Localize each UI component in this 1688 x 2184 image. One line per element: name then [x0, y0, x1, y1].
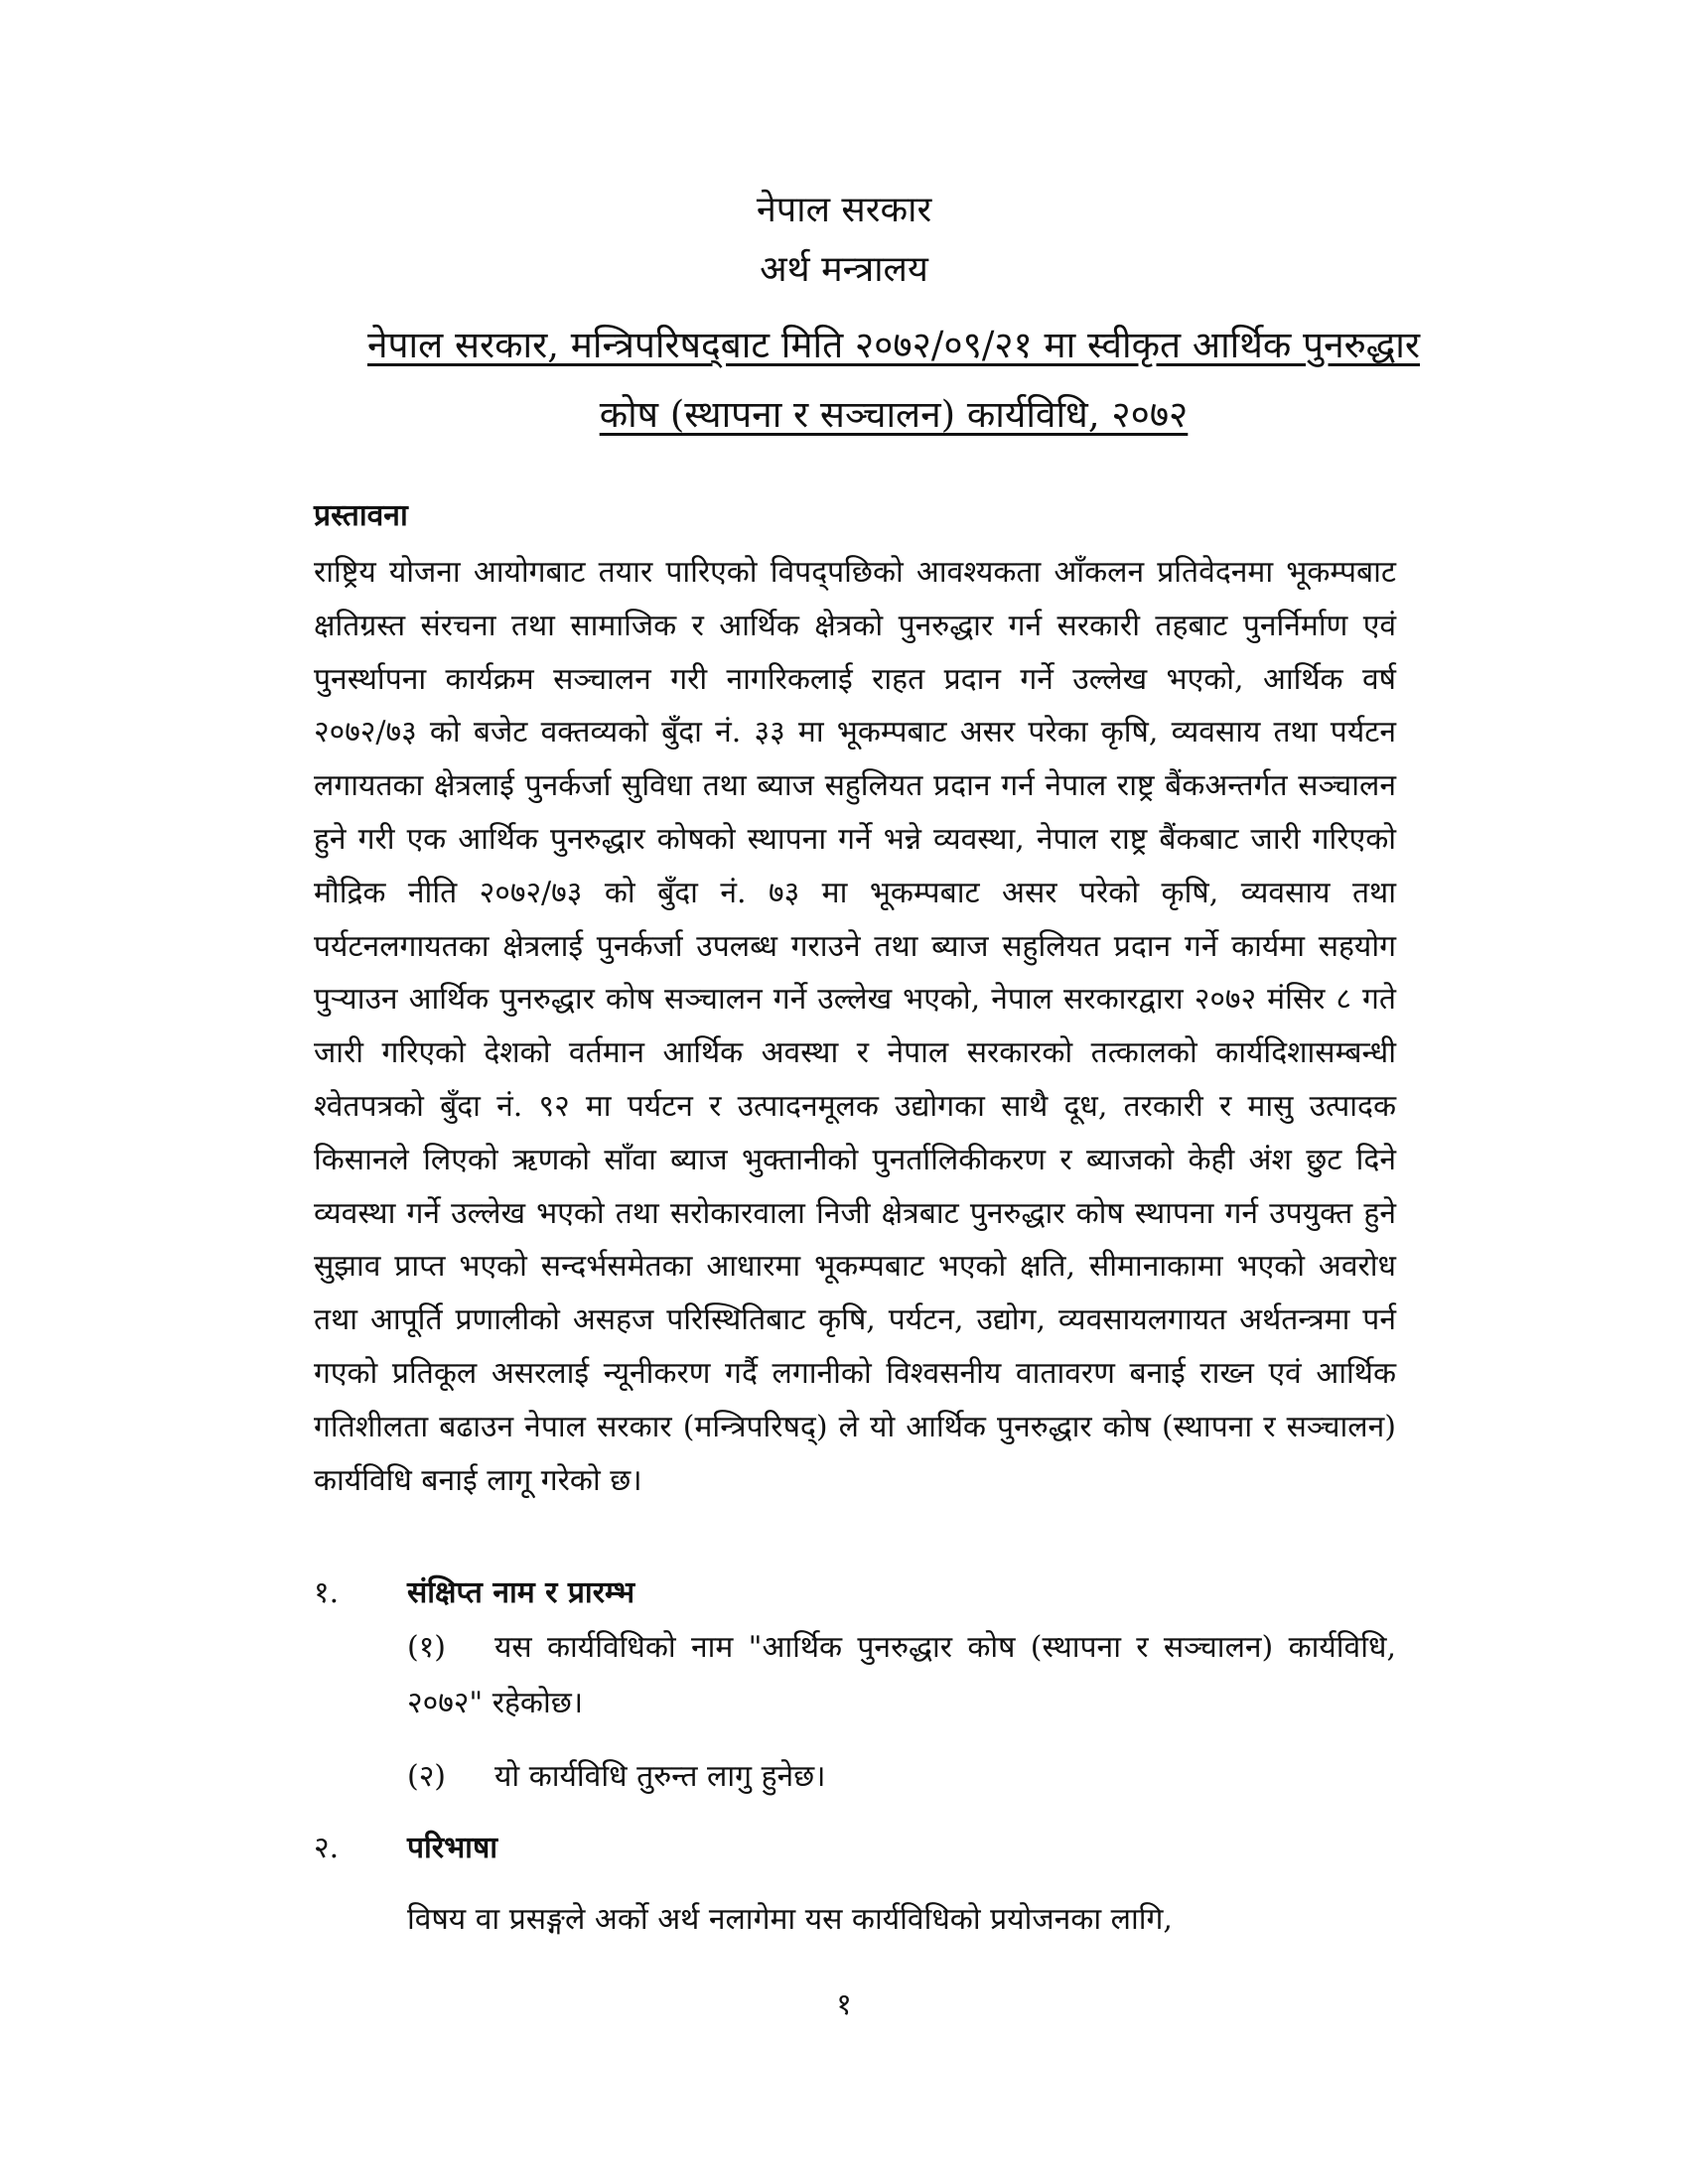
preamble-heading: प्रस्तावना [314, 498, 408, 533]
document-title-line-2: कोष (स्थापना र सञ्चालन) कार्यविधि, २०७२ [599, 393, 1189, 436]
clause-1-2-number: (२) [407, 1759, 447, 1794]
section-2-number: २. [314, 1831, 340, 1865]
clause-1-2-text: यो कार्यविधि तुरुन्त लागु हुनेछ। [494, 1759, 826, 1794]
page-number: १ [836, 1987, 852, 2022]
section-2-intro: विषय वा प्रसङ्गले अर्को अर्थ नलागेमा यस कार्यविधिको प्रयोजनका लागि, [407, 1902, 1173, 1937]
government-name: नेपाल सरकार [756, 190, 932, 230]
preamble-text: राष्ट्रिय योजना आयोगबाट तयार पारिएको विपद्‌पछिको आवश्यकता आँकलन प्रतिवेदनमा भूकम्पबाट क्षतिग्रस्त संरचना तथा सामाजिक र आर्थिक क्षेत्रको पुनरुद्धार गर्न सरकारी तहबाट पुनर्निर्माण एवं पुनर्स्थापना कार्यक्रम सञ्चालन गरी नागरिकलाई राहत प्रदान गर्ने उल्लेख भएको, आर्थिक वर्ष २०७२/७३ को बजेट वक्तव्यको बुँदा नं. ३३ मा भूकम्पबाट असर परेका कृषि, व्यवसाय तथा पर्यटन लगायतका क्षेत्रलाई पुनर्कर्जा सुविधा तथा ब्याज सहुलियत प्रदान गर्न नेपाल राष्ट्र बैंकअन्तर्गत सञ्चालन हुने गरी एक आर्थिक पुनरुद्धार कोषको स्थापना गर्ने भन्ने व्यवस्था, नेपाल राष्ट्र बैंकबाट जारी गरिएको मौद्रिक नीति २०७२/७३ को बुँदा नं. ७३ मा भूकम्पबाट असर परेको कृषि, व्यवसाय तथा पर्यटनलगायतका क्षेत्रलाई पुनर्कर्जा उपलब्ध गराउने तथा ब्याज सहुलियत प्रदान गर्ने कार्यमा सहयोग पुऱ्याउन आर्थिक पुनरुद्धार कोष सञ्चालन गर्ने उल्लेख भएको, नेपाल सरकारद्वारा २०७२ मंसिर ८ गते जारी गरिएको देशको वर्तमान आर्थिक अवस्था र नेपाल सरकारको तत्कालको कार्यदिशासम्बन्धी श्वेतपत्रको बुँदा नं. ९२ मा पर्यटन र उत्पादनमूलक उद्योगका साथै दूध, तरकारी र मासु उत्पादक किसानले लिएको ऋणको साँवा ब्याज भुक्तानीको पुनर्तालिकीकरण र ब्याजको केही अंश छुट दिने व्यवस्था गर्ने उल्लेख भएको तथा सरोकारवाला निजी क्षेत्रबाट पुनरुद्धार कोष स्थापना गर्न उपयुक्त हुने सुझाव प्राप्त भएको सन्दर्भसमेतका आधारमा भूकम्पबाट भएको क्षति, सीमानाकामा भएको अवरोध तथा आपूर्ति प्रणालीको असहज परिस्थितिबाट कृषि, पर्यटन, उद्योग, व्यवसायलगायत अर्थतन्त्रमा पर्न गएको प्रतिकूल असरलाई न्यूनीकरण गर्दै लगानीको विश्वसनीय वातावरण बनाई राख्न एवं आर्थिक गतिशीलता बढाउन नेपाल सरकार (मन्त्रिपरिषद्) ले यो आर्थिक पुनरुद्धार कोष (स्थापना र सञ्चालन) कार्यविधि बनाई लागू गरेको छ। [314, 555, 1396, 1498]
clause-1-2 [407, 1749, 1396, 1805]
section-1-number: १. [314, 1575, 340, 1610]
clause-1-1 [407, 1620, 1396, 1731]
section-1-title: संक्षिप्त नाम र प्रारम्भ [407, 1575, 635, 1610]
clause-1-1-text: यस कार्यविधिको नाम "आर्थिक पुनरुद्धार कोष (स्थापना र सञ्चालन) कार्यविधि, २०७२" रहेकोछ। [407, 1630, 1396, 1720]
clause-1-1-number: (१) [407, 1630, 447, 1665]
ministry-name: अर्थ मन्त्रालय [760, 249, 928, 290]
document-title-line-1: नेपाल सरकार, मन्त्रिपरिषद्‌बाट मिति २०७२/०९/२१ मा स्वीकृत आर्थिक पुनरुद्धार [366, 324, 1421, 366]
section-2-title: परिभाषा [407, 1831, 498, 1865]
